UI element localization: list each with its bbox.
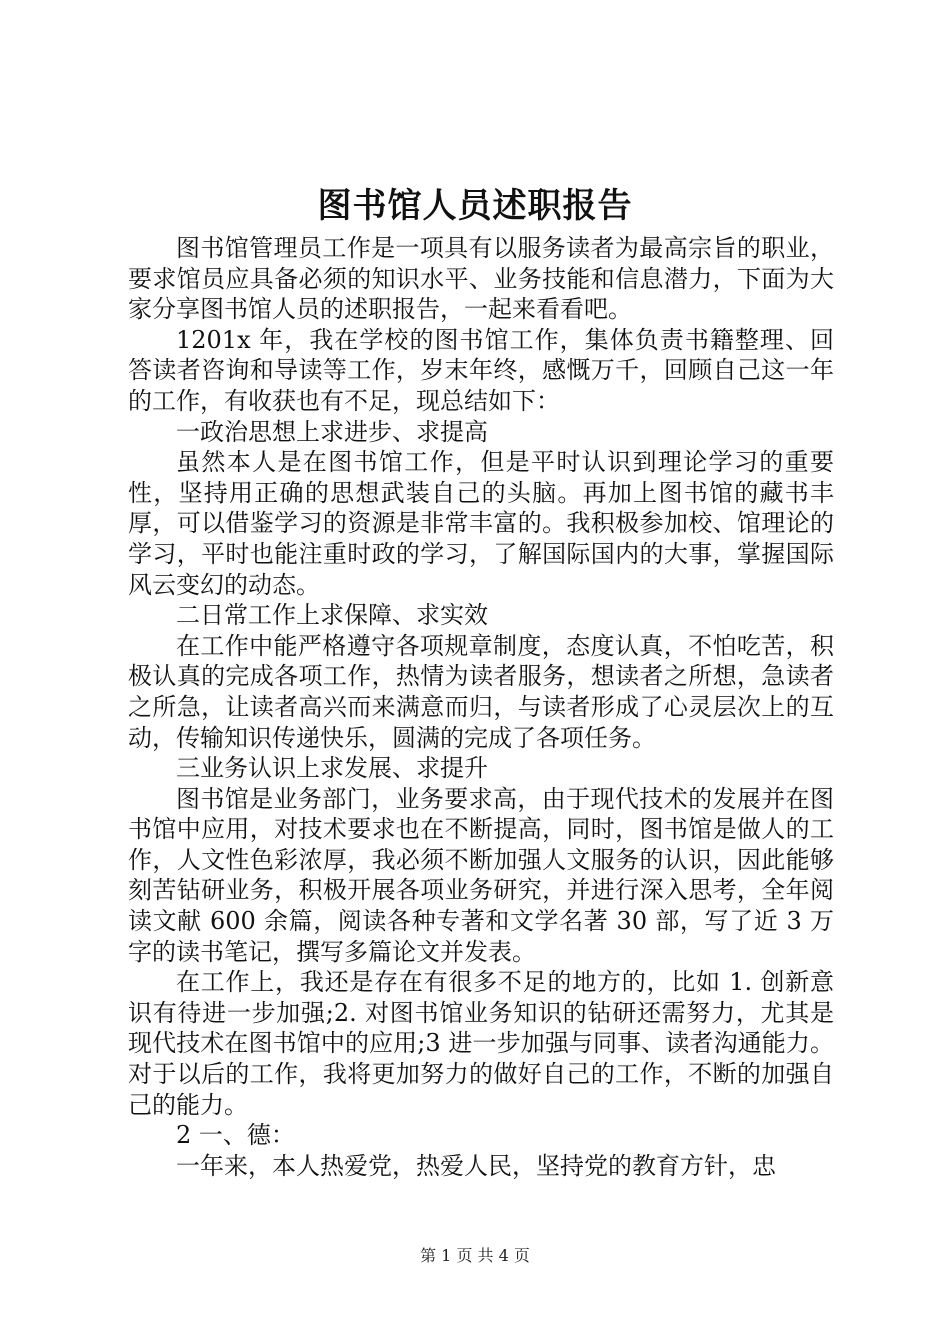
document-body (128, 233, 834, 1181)
shortcomings-paragraph: 在工作上，我还是存在有很多不足的地方的，比如 1. 创新意识有待进一步加强;2. 对图书馆业务知识的钻研还需努力，尤其是现代技术在图书馆中的应用;3 进一步加强与同事、读者沟通能力。对于以后的工作，我将更加努力的做好自己的工作，不断的加强自己的能力。 (128, 968, 834, 1119)
section-heading-3: 三业务认识上求发展、求提升 (176, 754, 488, 783)
section-paragraph-2: 在工作中能严格遵守各项规章制度，态度认真，不怕吃苦，积极认真的完成各项工作，热情为读者服务，想读者之所想，急读者之所急，让读者高兴而来满意而归，与读者形成了心灵层次上的互动，传输知识传递快乐，圆满的完成了各项任务。 (128, 631, 834, 752)
page-footer: 第 1 页 共 4 页 (420, 1246, 530, 1265)
section-paragraph-3: 图书馆是业务部门，业务要求高，由于现代技术的发展并在图书馆中应用，对技术要求也在不断提高，同时，图书馆是做人的工作，人文性色彩浓厚，我必须不断加强人文服务的认识，因此能够刻苦钻研业务，积极开展各项业务研究，并进行深入思考，全年阅读文献 600 余篇，阅读各种专著和文学名著 30 部，写了近 3 万字的读书笔记，撰写多篇论文并发表。 (128, 784, 834, 966)
page-title: 图书馆人员述职报告 (317, 186, 633, 226)
section-heading-2: 二日常工作上求保障、求实效 (176, 601, 488, 630)
section-paragraph-4: 一年来，本人热爱党，热爱人民，坚持党的教育方针，忠 (176, 1151, 776, 1180)
section-heading-4: 2 一、德： (176, 1121, 295, 1150)
intro-paragraph: 图书馆管理员工作是一项具有以服务读者为最高宗旨的职业，要求馆员应具备必须的知识水平、业务技能和信息潜力，下面为大家分享图书馆人员的述职报告，一起来看看吧。 (128, 234, 834, 324)
section-heading-1: 一政治思想上求进步、求提高 (176, 417, 488, 446)
section-paragraph-1: 虽然本人是在图书馆工作，但是平时认识到理论学习的重要性，坚持用正确的思想武装自己的头脑。再加上图书馆的藏书丰厚，可以借鉴学习的资源是非常丰富的。我积极参加校、馆理论的学习，平时也能注重时政的学习，了解国际国内的大事，掌握国际风云变幻的动态。 (128, 448, 834, 599)
overview-paragraph: 1201x 年，我在学校的图书馆工作，集体负责书籍整理、回答读者咨询和导读等工作，岁末年终，感慨万千，回顾自己这一年的工作，有收获也有不足，现总结如下： (128, 325, 834, 415)
